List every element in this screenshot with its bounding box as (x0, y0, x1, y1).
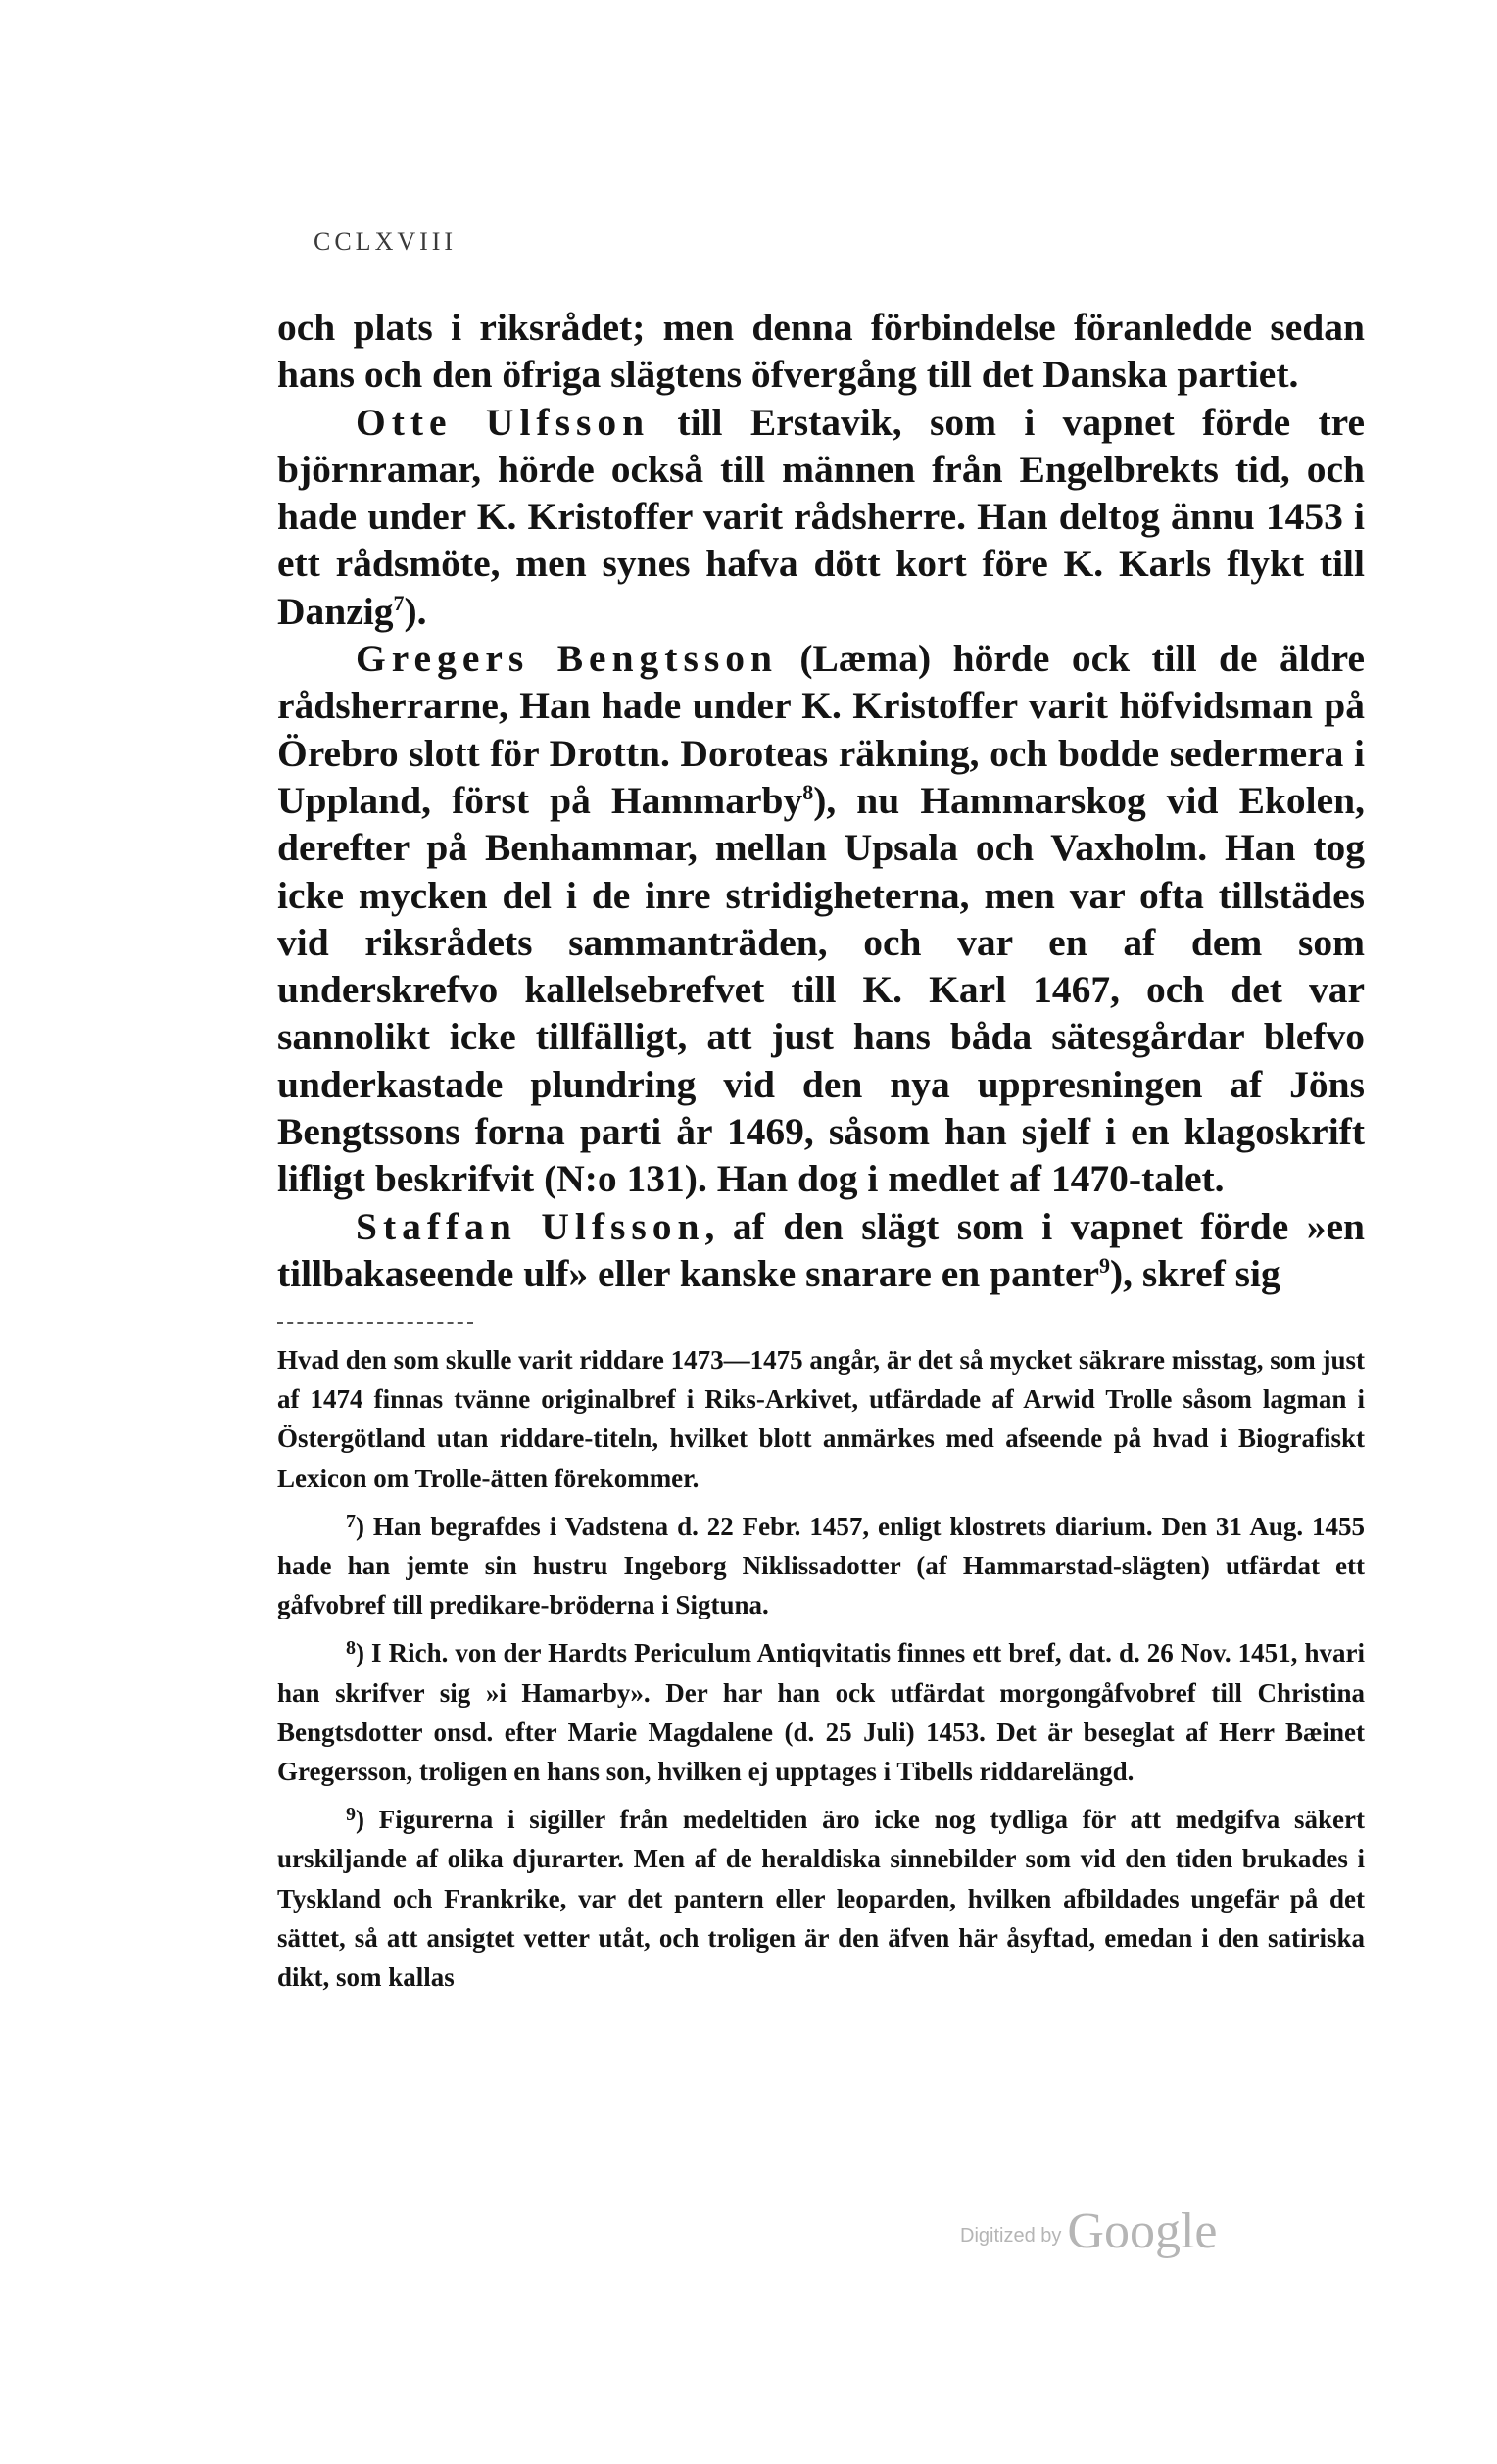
footnote-text: ) Figurerna i sigiller från medeltiden äro icke nog tydliga för att medgifva säkert urskiljande af olika djurarter. Men af de heraldiska sinnebilder som vid den tiden brukades i Tyskland och Frankrike, var det pantern eller leoparden, hvilken afbildades ungefär på det sättet, så att ansigtet vetter utåt, och troligen är den äfven här åsyftad, emedan i den satiriska dikt, som kallas (277, 1805, 1365, 1993)
paragraph-text: (Læma) hörde ock till de äldre rådsherrarne, Han hade under K. Kristoffer varit höfvidsman på Örebro slott för Drottn. Doroteas räkning, och bodde sedermera i Uppland, först på Hammarby (277, 637, 1365, 822)
footnote-mark: 8 (346, 1637, 356, 1660)
footnote-text: ) Han begrafdes i Vadstena d. 22 Febr. 1457, enligt klostrets diarium. Den 31 Aug. 1455 hade han jemte sin hustru Ingeborg Niklissadotter (af Hammarstad-slägten) utfärdat ett gåfvobref till predikare-bröderna i Sigtuna. (277, 1511, 1365, 1620)
footnote-ref: 8 (802, 779, 814, 804)
footnote-ref: 7 (393, 590, 405, 615)
footnote-ref: 9 (1099, 1252, 1111, 1278)
footnote-9 (277, 1800, 1365, 1997)
footnote-divider (277, 1322, 473, 1324)
footnotes (277, 1340, 1365, 2005)
paragraph-text: ). (404, 589, 427, 633)
footnote-mark: 7 (346, 1510, 356, 1532)
footnote-mark: 9 (346, 1804, 356, 1826)
footnote-7 (277, 1507, 1365, 1625)
person-name: Staffan Ulfsson (356, 1204, 705, 1248)
paragraph-text: till Erstavik, som i vapnet förde tre björnramar, hörde också till männen från Engelbrekts tid, och hade under K. Kristoffer varit rådsherre. Han deltog ännu 1453 i ett rådsmöte, men synes hafva dött kort före K. Karls flykt till Danzig (277, 400, 1365, 633)
paragraph-otte-ulfsson (277, 399, 1365, 635)
paragraph-text: ), nu Hammarskog vid Ekolen, derefter på Benhammar, mellan Upsala och Vaxholm. Han tog icke mycken del i de inre stridigheterna, men var ofta tillstädes vid riksrådets sammanträden, och var en af dem som underskrefvo kallelsebrefvet till K. Karl 1467, och det var sannolikt icke tillfälligt, att just hans båda sätesgårdar blefvo underkastade plundring vid den nya uppresningen af Jöns Bengtssons forna parti år 1469, såsom han sjelf i en klagoskrift lifligt beskrifvit (N:o 131). Han dog i medlet af 1470-talet. (277, 778, 1365, 1201)
paragraph-1: och plats i riksrådet; men denna förbindelse föranledde sedan hans och den öfriga slägtens öfvergång till det Danska partiet. (277, 306, 1365, 397)
digitized-by-label: Digitized by (960, 2225, 1062, 2247)
paragraph-staffan-ulfsson (277, 1203, 1365, 1298)
footnote-8 (277, 1633, 1365, 1791)
footnote-continued: Hvad den som skulle varit riddare 1473—1475 angår, är det så mycket säkrare misstag, som just af 1474 finnas tvänne originalbref i Riks-Arkivet, utfärdade af Arwid Trolle såsom lagman i Östergötland utan riddare-titeln, hvilket blott anmärkes med afseende på hvad i Biografiskt Lexicon om Trolle-ätten förekommer. (277, 1345, 1365, 1493)
google-logo: Google (1067, 2203, 1218, 2259)
page-number: CCLXVIII (314, 227, 458, 256)
paragraph-text: , af den slägt som i vapnet förde »en tillbakaseende ulf» eller kanske snarare en panter (277, 1204, 1366, 1295)
main-text (277, 304, 1365, 1297)
person-name: Gregers Bengtsson (356, 637, 778, 681)
digitized-watermark (960, 2202, 1217, 2260)
footnote-text: ) I Rich. von der Hardts Periculum Antiqvitatis finnes ett bref, dat. d. 26 Nov. 1451, hvari han skrifver sig »i Hamarby». Der har han ock utfärdat morgongåfvobref till Christina Bengtsdotter onsd. efter Marie Magdalene (d. 25 Juli) 1453. Det är beseglat af Herr Bæinet Gregersson, troligen en hans son, hvilken ej upptages i Tibells riddarelängd. (277, 1638, 1365, 1787)
person-name: Otte Ulfsson (356, 400, 651, 444)
paragraph-gregers-bengtsson (277, 635, 1365, 1203)
paragraph-text: ), skref sig (1110, 1251, 1280, 1295)
